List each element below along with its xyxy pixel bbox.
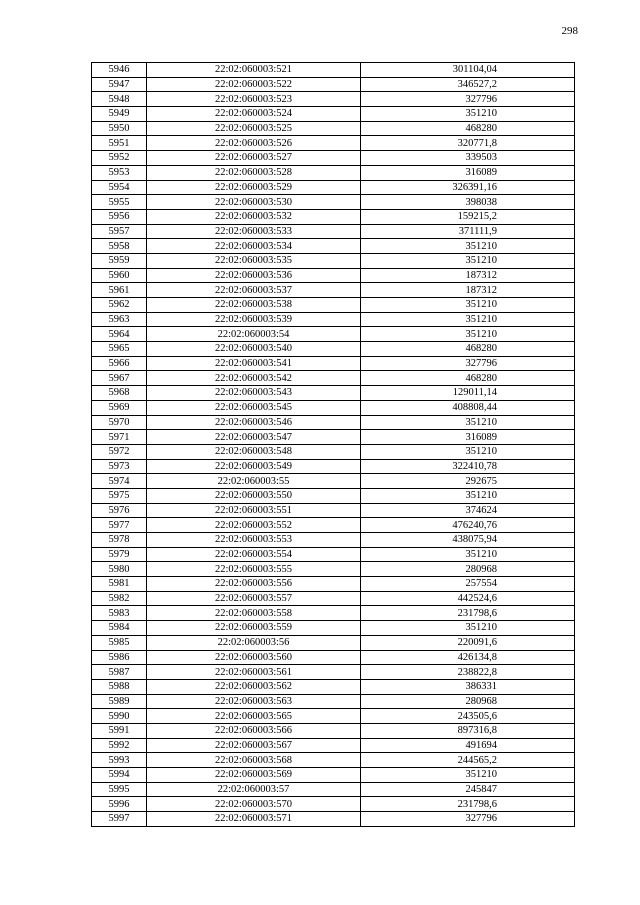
cadastral-number-cell: 22:02:060003:541: [147, 356, 361, 371]
value-cell: 243505,6: [361, 709, 575, 724]
cadastral-number-cell: 22:02:060003:555: [147, 562, 361, 577]
row-number-cell: 5954: [92, 180, 147, 195]
row-number-cell: 5974: [92, 474, 147, 489]
cadastral-number-cell: 22:02:060003:553: [147, 533, 361, 548]
table-row: [92, 797, 575, 812]
row-number-cell: 5977: [92, 518, 147, 533]
row-number-cell: 5984: [92, 621, 147, 636]
row-number-cell: 5993: [92, 753, 147, 768]
table-row: [92, 444, 575, 459]
table-row: [92, 268, 575, 283]
cadastral-number-cell: 22:02:060003:535: [147, 253, 361, 268]
value-cell: 351210: [361, 768, 575, 783]
cadastral-number-cell: 22:02:060003:542: [147, 371, 361, 386]
table-row: [92, 753, 575, 768]
table-row: [92, 768, 575, 783]
table-row: [92, 694, 575, 709]
cadastral-number-cell: 22:02:060003:562: [147, 679, 361, 694]
value-cell: 351210: [361, 621, 575, 636]
value-cell: 244565,2: [361, 753, 575, 768]
row-number-cell: 5978: [92, 533, 147, 548]
row-number-cell: 5988: [92, 679, 147, 694]
row-number-cell: 5948: [92, 92, 147, 107]
table-row: [92, 298, 575, 313]
value-cell: 351210: [361, 253, 575, 268]
table-row: [92, 107, 575, 122]
row-number-cell: 5971: [92, 430, 147, 445]
table-row: [92, 165, 575, 180]
table-row: [92, 400, 575, 415]
table-row: [92, 533, 575, 548]
value-cell: 327796: [361, 812, 575, 827]
table-row: [92, 606, 575, 621]
value-cell: 339503: [361, 151, 575, 166]
cadastral-number-cell: 22:02:060003:530: [147, 195, 361, 210]
value-cell: 280968: [361, 694, 575, 709]
value-cell: 187312: [361, 283, 575, 298]
value-cell: 351210: [361, 488, 575, 503]
cadastral-number-cell: 22:02:060003:534: [147, 239, 361, 254]
cadastral-number-cell: 22:02:060003:566: [147, 723, 361, 738]
cadastral-value-table: [91, 62, 575, 827]
value-cell: 897316,8: [361, 723, 575, 738]
cadastral-number-cell: 22:02:060003:540: [147, 342, 361, 357]
value-cell: 220091,6: [361, 635, 575, 650]
cadastral-number-cell: 22:02:060003:565: [147, 709, 361, 724]
row-number-cell: 5976: [92, 503, 147, 518]
row-number-cell: 5969: [92, 400, 147, 415]
value-cell: 476240,76: [361, 518, 575, 533]
cadastral-number-cell: 22:02:060003:539: [147, 312, 361, 327]
row-number-cell: 5947: [92, 77, 147, 92]
cadastral-number-cell: 22:02:060003:554: [147, 547, 361, 562]
cadastral-number-cell: 22:02:060003:529: [147, 180, 361, 195]
table-row: [92, 635, 575, 650]
cadastral-number-cell: 22:02:060003:524: [147, 107, 361, 122]
value-cell: 351210: [361, 327, 575, 342]
value-cell: 292675: [361, 474, 575, 489]
cadastral-number-cell: 22:02:060003:525: [147, 121, 361, 136]
table-row: [92, 665, 575, 680]
row-number-cell: 5994: [92, 768, 147, 783]
table-row: [92, 209, 575, 224]
value-cell: 386331: [361, 679, 575, 694]
row-number-cell: 5995: [92, 782, 147, 797]
row-number-cell: 5982: [92, 591, 147, 606]
cadastral-number-cell: 22:02:060003:536: [147, 268, 361, 283]
cadastral-number-cell: 22:02:060003:527: [147, 151, 361, 166]
row-number-cell: 5958: [92, 239, 147, 254]
row-number-cell: 5957: [92, 224, 147, 239]
row-number-cell: 5950: [92, 121, 147, 136]
table-row: [92, 180, 575, 195]
table-row: [92, 121, 575, 136]
row-number-cell: 5966: [92, 356, 147, 371]
row-number-cell: 5986: [92, 650, 147, 665]
value-cell: 351210: [361, 298, 575, 313]
cadastral-number-cell: 22:02:060003:551: [147, 503, 361, 518]
table-row: [92, 342, 575, 357]
cadastral-number-cell: 22:02:060003:543: [147, 386, 361, 401]
row-number-cell: 5955: [92, 195, 147, 210]
table-row: [92, 503, 575, 518]
cadastral-number-cell: 22:02:060003:54: [147, 327, 361, 342]
cadastral-number-cell: 22:02:060003:571: [147, 812, 361, 827]
cadastral-number-cell: 22:02:060003:538: [147, 298, 361, 313]
table-row: [92, 547, 575, 562]
cadastral-number-cell: 22:02:060003:533: [147, 224, 361, 239]
table-row: [92, 356, 575, 371]
table-body: [92, 63, 575, 827]
row-number-cell: 5990: [92, 709, 147, 724]
table-row: [92, 253, 575, 268]
row-number-cell: 5967: [92, 371, 147, 386]
value-cell: 320771,8: [361, 136, 575, 151]
value-cell: 351210: [361, 239, 575, 254]
row-number-cell: 5987: [92, 665, 147, 680]
table-row: [92, 591, 575, 606]
row-number-cell: 5992: [92, 738, 147, 753]
row-number-cell: 5983: [92, 606, 147, 621]
row-number-cell: 5968: [92, 386, 147, 401]
value-cell: 187312: [361, 268, 575, 283]
value-cell: 351210: [361, 312, 575, 327]
value-cell: 231798,6: [361, 606, 575, 621]
cadastral-number-cell: 22:02:060003:569: [147, 768, 361, 783]
cadastral-number-cell: 22:02:060003:522: [147, 77, 361, 92]
row-number-cell: 5980: [92, 562, 147, 577]
table-row: [92, 283, 575, 298]
table-row: [92, 63, 575, 78]
table-row: [92, 386, 575, 401]
row-number-cell: 5956: [92, 209, 147, 224]
cadastral-number-cell: 22:02:060003:567: [147, 738, 361, 753]
table-row: [92, 738, 575, 753]
row-number-cell: 5959: [92, 253, 147, 268]
row-number-cell: 5952: [92, 151, 147, 166]
table-row: [92, 371, 575, 386]
table-row: [92, 136, 575, 151]
page-number: 298: [561, 25, 578, 37]
table-row: [92, 723, 575, 738]
cadastral-number-cell: 22:02:060003:526: [147, 136, 361, 151]
row-number-cell: 5981: [92, 577, 147, 592]
value-cell: 245847: [361, 782, 575, 797]
value-cell: 257554: [361, 577, 575, 592]
cadastral-number-cell: 22:02:060003:545: [147, 400, 361, 415]
table-row: [92, 151, 575, 166]
table-row: [92, 650, 575, 665]
cadastral-number-cell: 22:02:060003:55: [147, 474, 361, 489]
table-row: [92, 679, 575, 694]
cadastral-number-cell: 22:02:060003:561: [147, 665, 361, 680]
value-cell: 442524,6: [361, 591, 575, 606]
cadastral-number-cell: 22:02:060003:552: [147, 518, 361, 533]
value-cell: 468280: [361, 121, 575, 136]
row-number-cell: 5997: [92, 812, 147, 827]
value-cell: 280968: [361, 562, 575, 577]
row-number-cell: 5973: [92, 459, 147, 474]
table-row: [92, 430, 575, 445]
table-row: [92, 92, 575, 107]
row-number-cell: 5949: [92, 107, 147, 122]
cadastral-number-cell: 22:02:060003:570: [147, 797, 361, 812]
row-number-cell: 5989: [92, 694, 147, 709]
cadastral-number-cell: 22:02:060003:523: [147, 92, 361, 107]
row-number-cell: 5996: [92, 797, 147, 812]
value-cell: 301104,04: [361, 63, 575, 78]
value-cell: 438075,94: [361, 533, 575, 548]
table-row: [92, 518, 575, 533]
cadastral-number-cell: 22:02:060003:57: [147, 782, 361, 797]
value-cell: 374624: [361, 503, 575, 518]
cadastral-number-cell: 22:02:060003:550: [147, 488, 361, 503]
table-row: [92, 709, 575, 724]
row-number-cell: 5970: [92, 415, 147, 430]
value-cell: 346527,2: [361, 77, 575, 92]
value-cell: 351210: [361, 107, 575, 122]
value-cell: 327796: [361, 92, 575, 107]
value-cell: 491694: [361, 738, 575, 753]
table-row: [92, 812, 575, 827]
row-number-cell: 5972: [92, 444, 147, 459]
cadastral-number-cell: 22:02:060003:568: [147, 753, 361, 768]
table-row: [92, 577, 575, 592]
value-cell: 351210: [361, 444, 575, 459]
row-number-cell: 5964: [92, 327, 147, 342]
value-cell: 129011,14: [361, 386, 575, 401]
value-cell: 327796: [361, 356, 575, 371]
cadastral-number-cell: 22:02:060003:56: [147, 635, 361, 650]
table-row: [92, 488, 575, 503]
table-row: [92, 312, 575, 327]
cadastral-number-cell: 22:02:060003:560: [147, 650, 361, 665]
table-row: [92, 562, 575, 577]
row-number-cell: 5985: [92, 635, 147, 650]
value-cell: 238822,8: [361, 665, 575, 680]
value-cell: 322410,78: [361, 459, 575, 474]
row-number-cell: 5979: [92, 547, 147, 562]
value-cell: 371111,9: [361, 224, 575, 239]
cadastral-number-cell: 22:02:060003:557: [147, 591, 361, 606]
row-number-cell: 5951: [92, 136, 147, 151]
table-row: [92, 415, 575, 430]
table-row: [92, 224, 575, 239]
value-cell: 326391,16: [361, 180, 575, 195]
cadastral-number-cell: 22:02:060003:528: [147, 165, 361, 180]
row-number-cell: 5960: [92, 268, 147, 283]
row-number-cell: 5953: [92, 165, 147, 180]
value-cell: 398038: [361, 195, 575, 210]
table-row: [92, 239, 575, 254]
table-row: [92, 77, 575, 92]
table-row: [92, 474, 575, 489]
cadastral-number-cell: 22:02:060003:548: [147, 444, 361, 459]
value-cell: 231798,6: [361, 797, 575, 812]
cadastral-number-cell: 22:02:060003:556: [147, 577, 361, 592]
row-number-cell: 5946: [92, 63, 147, 78]
value-cell: 426134,8: [361, 650, 575, 665]
row-number-cell: 5965: [92, 342, 147, 357]
cadastral-number-cell: 22:02:060003:563: [147, 694, 361, 709]
row-number-cell: 5991: [92, 723, 147, 738]
value-cell: 468280: [361, 371, 575, 386]
value-cell: 351210: [361, 415, 575, 430]
value-cell: 468280: [361, 342, 575, 357]
cadastral-number-cell: 22:02:060003:547: [147, 430, 361, 445]
table-row: [92, 195, 575, 210]
value-cell: 316089: [361, 165, 575, 180]
table-row: [92, 782, 575, 797]
cadastral-number-cell: 22:02:060003:537: [147, 283, 361, 298]
value-cell: 408808,44: [361, 400, 575, 415]
cadastral-number-cell: 22:02:060003:549: [147, 459, 361, 474]
row-number-cell: 5962: [92, 298, 147, 313]
cadastral-number-cell: 22:02:060003:532: [147, 209, 361, 224]
row-number-cell: 5963: [92, 312, 147, 327]
row-number-cell: 5961: [92, 283, 147, 298]
cadastral-number-cell: 22:02:060003:559: [147, 621, 361, 636]
table-row: [92, 459, 575, 474]
table-row: [92, 327, 575, 342]
cadastral-number-cell: 22:02:060003:521: [147, 63, 361, 78]
cadastral-number-cell: 22:02:060003:558: [147, 606, 361, 621]
table-row: [92, 621, 575, 636]
cadastral-number-cell: 22:02:060003:546: [147, 415, 361, 430]
value-cell: 351210: [361, 547, 575, 562]
value-cell: 316089: [361, 430, 575, 445]
row-number-cell: 5975: [92, 488, 147, 503]
value-cell: 159215,2: [361, 209, 575, 224]
